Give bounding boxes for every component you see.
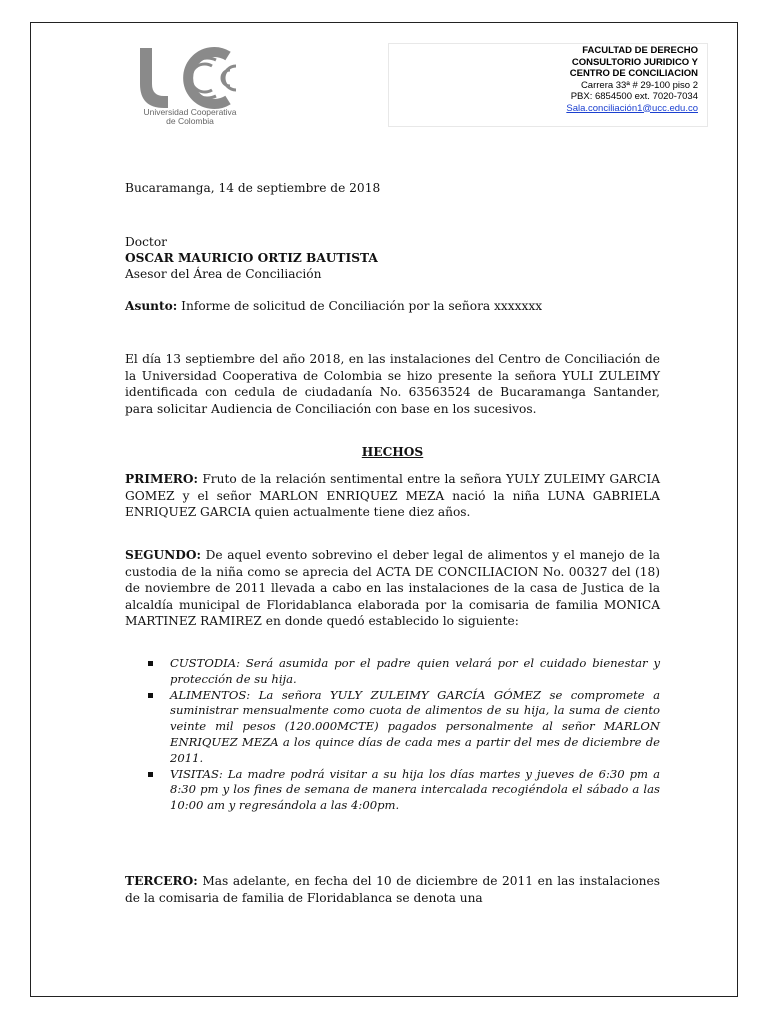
contact-address: Carrera 33ª # 29-100 piso 2 bbox=[580, 79, 698, 91]
primero-label: PRIMERO: bbox=[125, 472, 199, 486]
logo-caption bbox=[120, 108, 260, 126]
subject-line bbox=[125, 298, 660, 315]
intro-paragraph: El día 13 septiembre del año 2018, en las instalaciones del Centro de Conciliación de la Universidad Cooperativa de Colombia se hizo presente la señora YULI ZULEIMY identificada con cedula de ciudadanía No. 63563524 de Bucaramanga Santander, para solicitar Audiencia de Conciliación con base en los sucesivos. bbox=[125, 352, 660, 416]
recipient-title: Asesor del Área de Conciliación bbox=[125, 267, 322, 281]
bullet-square-icon bbox=[148, 693, 153, 698]
primero-text: Fruto de la relación sentimental entre la señora YULY ZULEIMY GARCIA GOMEZ y el señor MARLON ENRIQUEZ MEZA nació la niña LUNA GABRIELA ENRIQUEZ GARCIA quien actualmente tiene diez años. bbox=[125, 472, 660, 519]
recipient-name: OSCAR MAURICIO ORTIZ BAUTISTA bbox=[125, 251, 378, 265]
letter-date: Bucaramanga, 14 de septiembre de 2018 bbox=[125, 181, 381, 195]
list-item: CUSTODIA: Será asumida por el padre quien velará por el cuidado bienestar y protección de su hija. bbox=[146, 656, 660, 688]
logo-line-1: Universidad Cooperativa bbox=[143, 107, 237, 117]
agreement-list bbox=[146, 656, 660, 814]
contact-email-link[interactable]: Sala.conciliación1@ucc.edu.co bbox=[566, 102, 698, 114]
logo-line-2: de Colombia bbox=[166, 116, 214, 126]
primero-paragraph bbox=[125, 471, 660, 521]
contact-centro: CENTRO DE CONCILIACION bbox=[569, 68, 698, 79]
subject-text: Informe de solicitud de Conciliación por la señora xxxxxxx bbox=[177, 299, 543, 313]
tercero-label: TERCERO: bbox=[125, 874, 198, 888]
tercero-paragraph bbox=[125, 873, 660, 906]
contact-faculty: FACULTAD DE DERECHO bbox=[582, 45, 698, 56]
contact-consultorio: CONSULTORIO JURIDICO Y bbox=[571, 56, 698, 68]
list-item: ALIMENTOS: La señora YULY ZULEIMY GARCÍA GÓMEZ se compromete a suministrar mensualmente como cuota de alimentos de su hija, la suma de ciento veinte mil pesos (120.000MCTE) pagados personalmente al señor MARLON ENRIQUEZ MEZA a los quince días de cada mes a partir del mes de diciembre de 2011. bbox=[146, 688, 660, 767]
segundo-label: SEGUNDO: bbox=[125, 548, 201, 562]
segundo-paragraph bbox=[125, 547, 660, 630]
tercero-text: Mas adelante, en fecha del 10 de diciembre de 2011 en las instalaciones de la comisaria de familia de Floridablanca se denota una bbox=[125, 874, 660, 905]
contact-block bbox=[378, 45, 698, 114]
subject-label: Asunto: bbox=[125, 299, 178, 313]
list-item: VISITAS: La madre podrá visitar a su hija los días martes y jueves de 6:30 pm a 8:30 pm y los fines de semana de manera intercalada recogiéndola el sábado a las 10:00 am y regresándola a las 4:00pm. bbox=[146, 767, 660, 814]
salutation: Doctor bbox=[125, 235, 167, 249]
segundo-text: De aquel evento sobrevino el deber legal de alimentos y el manejo de la custodia de la niña como se aprecia del ACTA DE CONCILIACION No. 00327 del (18) de noviembre de 2011 llevada a cabo en las instalaciones de la casa de Justica de la alcaldía municipal de Floridablanca elaborada por la comisaria de familia MONICA MARTINEZ RAMIREZ en donde quedó establecido lo siguiente: bbox=[125, 548, 660, 628]
bullet-square-icon bbox=[148, 661, 153, 666]
contact-phone: PBX: 6854500 ext. 7020-7034 bbox=[570, 91, 698, 102]
bullet-square-icon bbox=[148, 772, 153, 777]
hechos-heading: HECHOS bbox=[361, 445, 424, 459]
